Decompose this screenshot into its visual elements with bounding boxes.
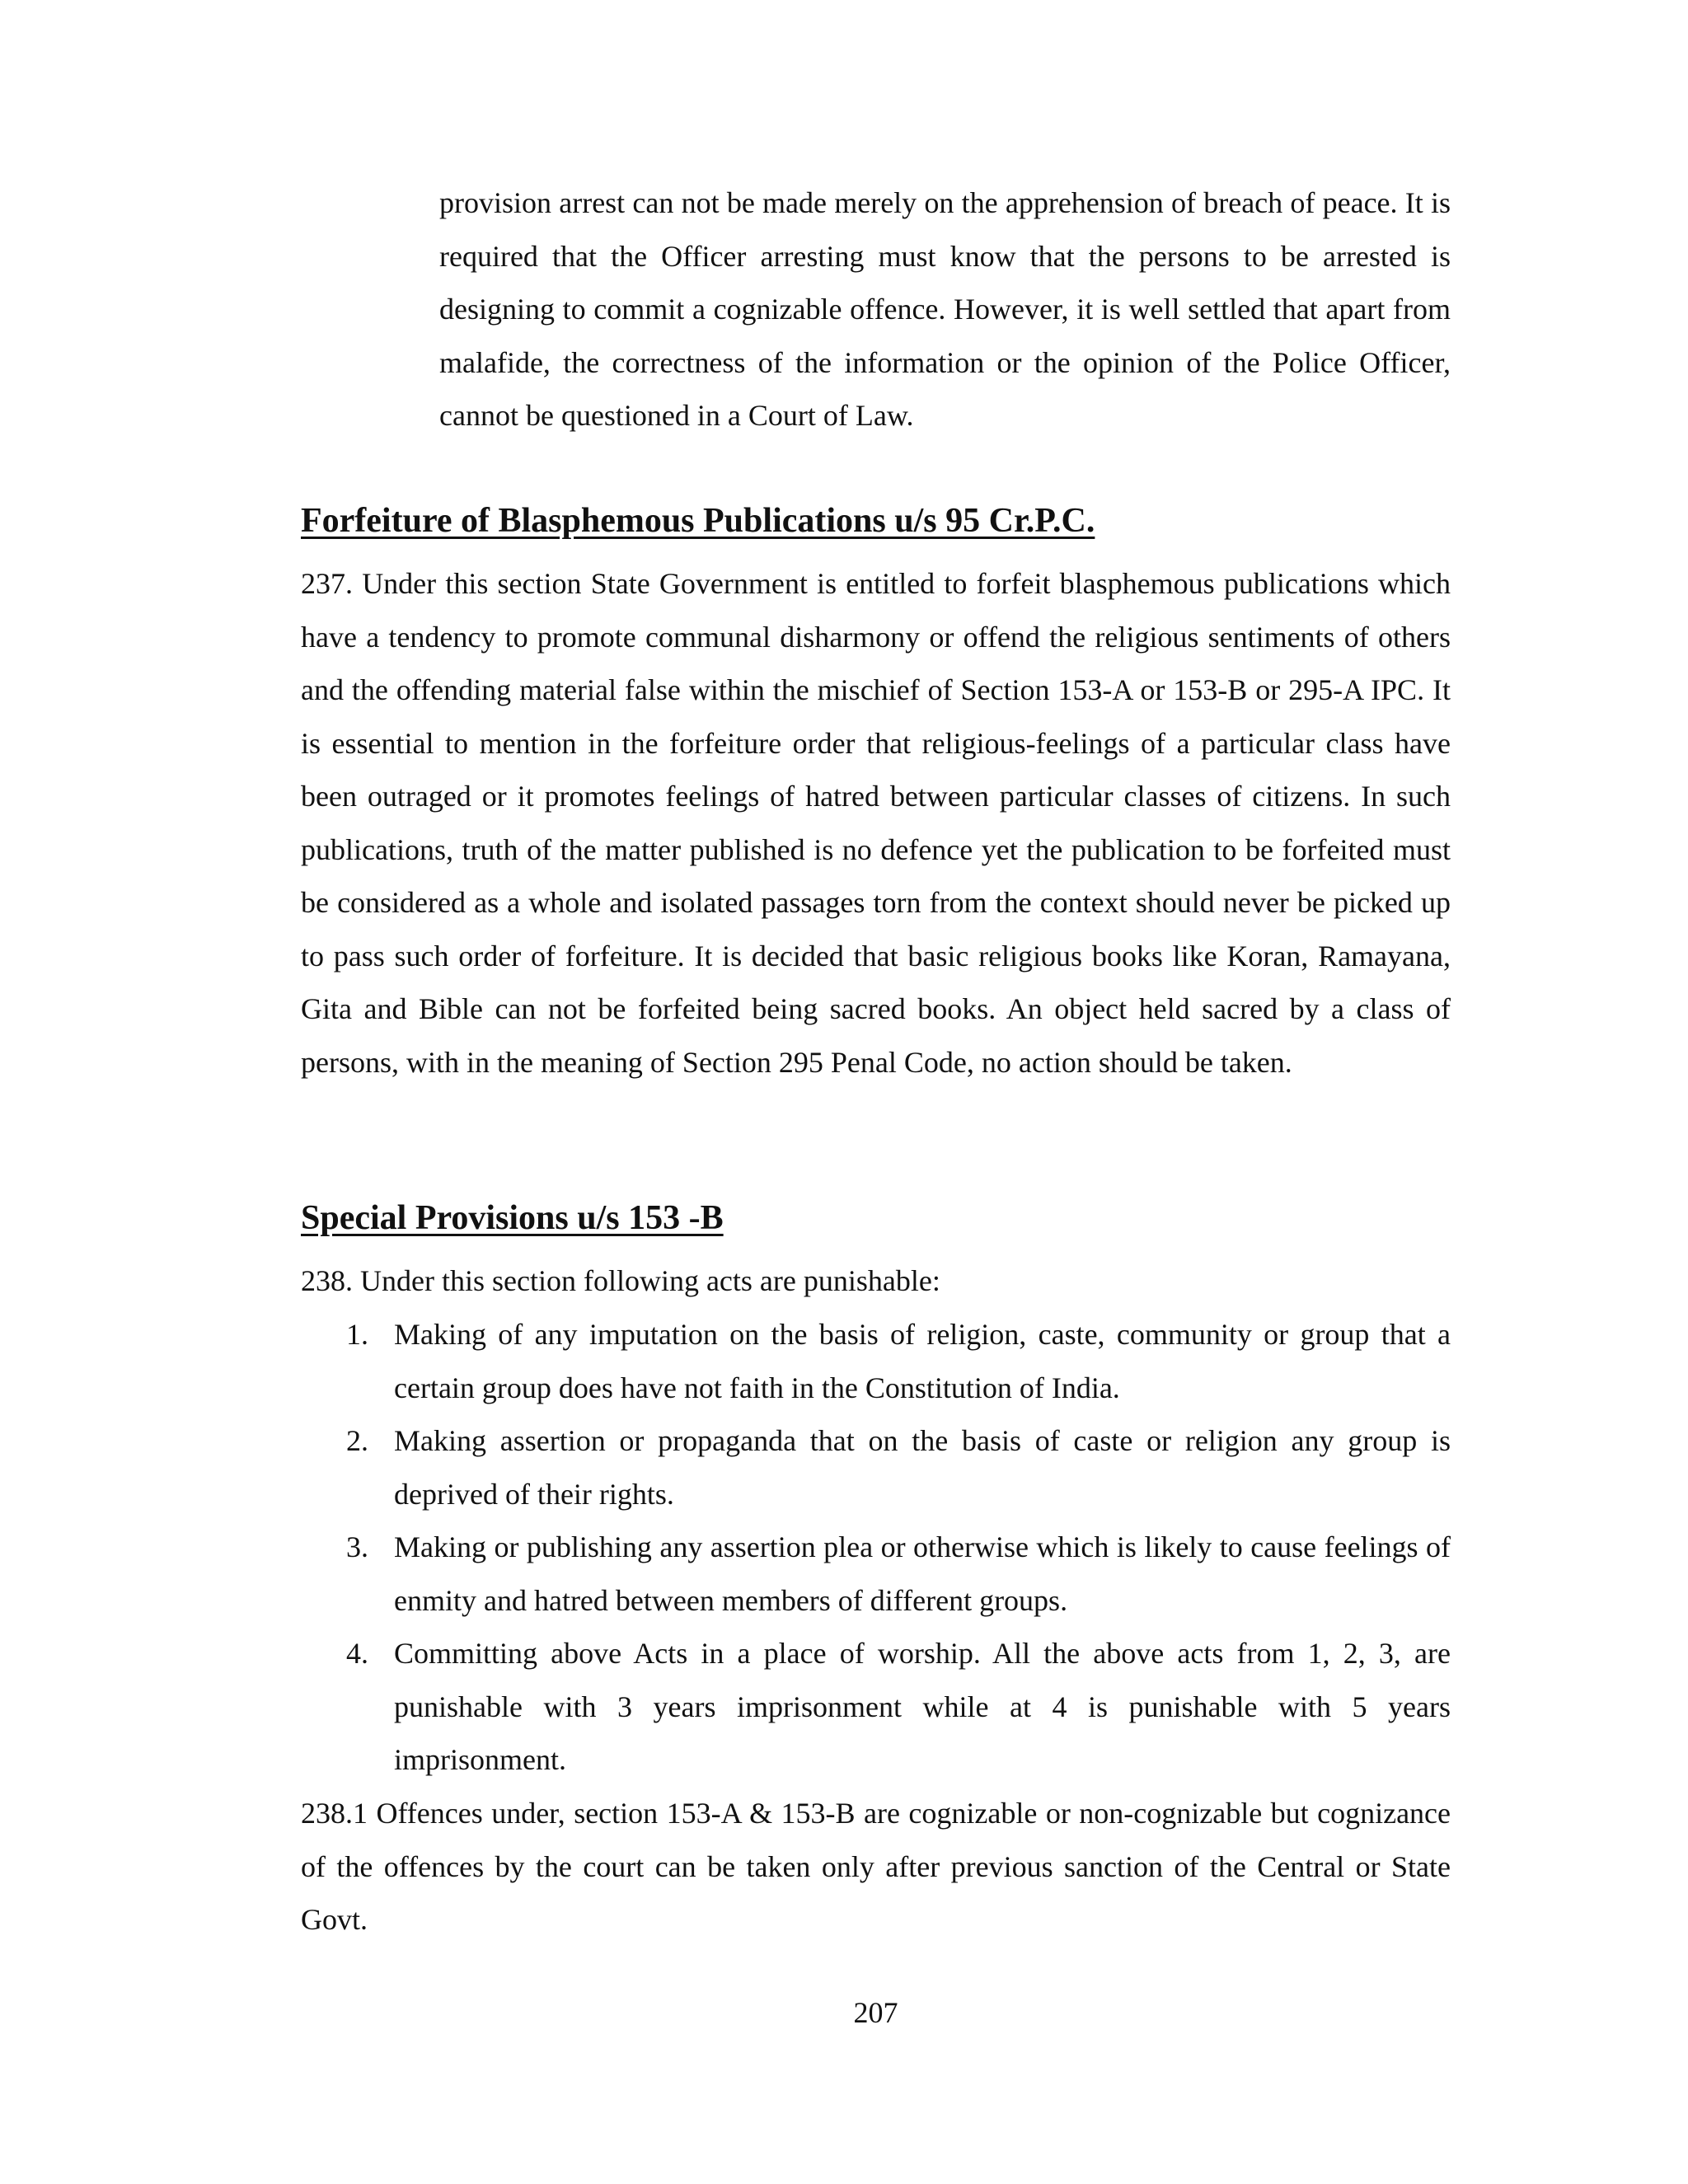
intro-paragraph: provision arrest can not be made merely on the apprehension of breach of peace. It is required that the Officer arresting must know that the persons to be arrested is designing to commit a cognizable offence. However, it is well settled that apart from malafide, the correctness of the information or the opinion of the Police Officer, cannot be questioned in a Court of Law.	[439, 186, 1451, 432]
section-heading-special-provisions: Special Provisions u/s 153 -B	[301, 1199, 724, 1237]
list-item-number: 2.	[346, 1424, 368, 1457]
list-item-number: 3.	[346, 1530, 368, 1563]
section-heading-forfeiture: Forfeiture of Blasphemous Publications u/s 95 Cr.P.C.	[301, 502, 1095, 540]
list-item	[346, 1521, 1451, 1627]
page-number: 207	[853, 1996, 898, 2029]
list-item-text: Making of any imputation on the basis of religion, caste, community or group that a certain group does have not faith in the Constitution of India.	[394, 1318, 1451, 1404]
list-item-text: Committing above Acts in a place of worship. All the above acts from 1, 2, 3, are punishable with 3 years imprisonment while at 4 is punishable with 5 years imprisonment.	[394, 1637, 1451, 1776]
list-item	[346, 1414, 1451, 1521]
list-item	[346, 1627, 1451, 1787]
list-item	[346, 1308, 1451, 1414]
paragraph-238-intro: 238. Under this section following acts are punishable:	[301, 1264, 940, 1297]
list-item-text: Making or publishing any assertion plea or otherwise which is likely to cause feelings of enmity and hatred between members of different groups.	[394, 1530, 1451, 1617]
punishable-acts-list	[346, 1308, 1451, 1787]
paragraph-238-1: 238.1 Offences under, section 153-A & 153-B are cognizable or non-cognizable but cognizance of the offences by the court can be taken only after previous sanction of the Central or State Govt.	[301, 1797, 1451, 1936]
list-item-number: 4.	[346, 1637, 368, 1670]
list-item-text: Making assertion or propaganda that on the basis of caste or religion any group is deprived of their rights.	[394, 1424, 1451, 1511]
paragraph-237: 237. Under this section State Government is entitled to forfeit blasphemous publications which have a tendency to promote communal disharmony or offend the religious sentiments of others and the offending material false within the mischief of Section 153-A or 153-B or 295-A IPC. It is essential to mention in the forfeiture order that religious-feelings of a particular class have been outraged or it promotes feelings of hatred between particular classes of citizens. In such publications, truth of the matter published is no defence yet the publication to be forfeited must be considered as a whole and isolated passages torn from the context should never be picked up to pass such order of forfeiture. It is decided that basic religious books like Koran, Ramayana, Gita and Bible can not be forfeited being sacred books. An object held sacred by a class of persons, with in the meaning of Section 295 Penal Code, no action should be taken.	[301, 567, 1451, 1079]
list-item-number: 1.	[346, 1318, 368, 1351]
